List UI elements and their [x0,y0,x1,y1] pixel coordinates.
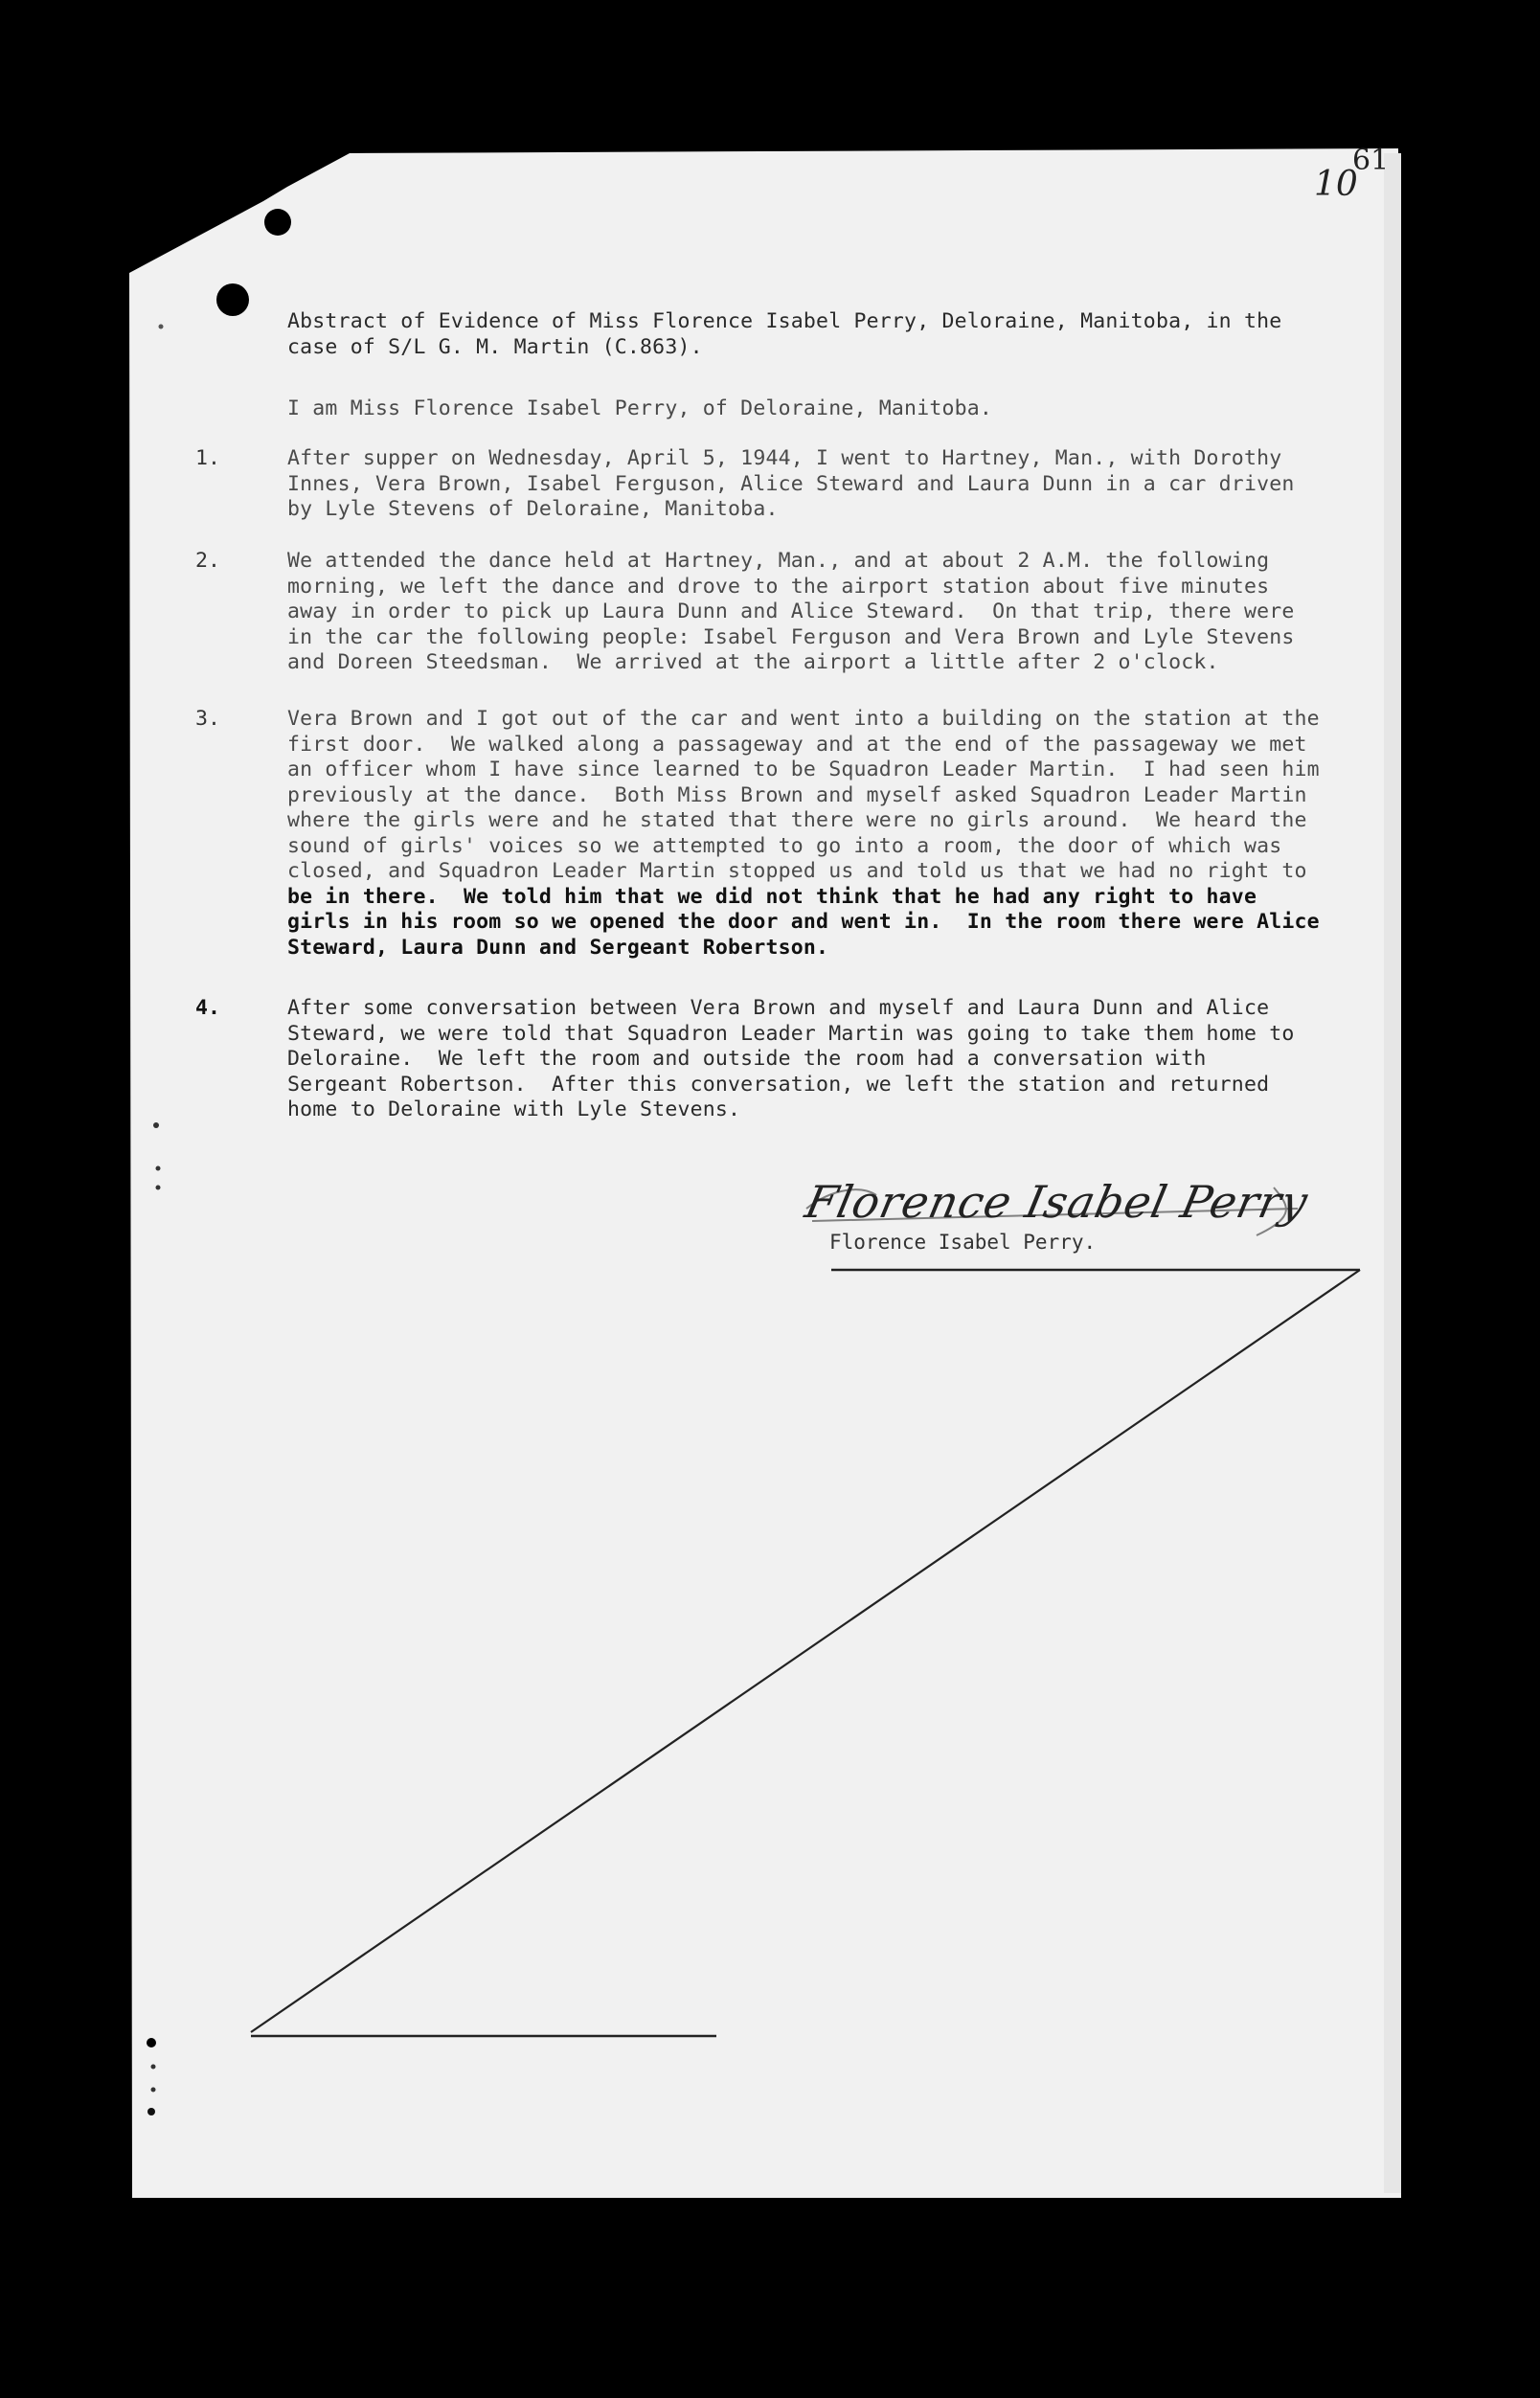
punch-hole [264,209,291,236]
document-title: Abstract of Evidence of Miss Florence Isabel Perry, Deloraine, Manitoba, in the case of S/L G. M. Martin (C.863). [287,309,1282,359]
handwritten-signature: Florence Isabel Perry [801,1176,1313,1228]
handwritten-page-number: 10 [1314,165,1358,204]
paragraph-3-regular: Vera Brown and I got out of the car and went into a building on the station at the first door. We walked along a passageway and at the end of the passageway we met an officer whom I have since learned to be Squadron Leader Martin. I had seen him previously at the dance. Both Miss Brown and myself asked Squadron Leader Martin where the girls were and he stated that there were no girls around. We heard the sound of girls' voices so we attempted to go into a room, the door of which was closed, and Squadron Leader Martin stopped us and told us that we had no right to [287,707,1320,883]
paragraph-number: 3. [195,707,220,731]
folio-number: 61 [1352,144,1390,177]
paragraph-4: After some conversation between Vera Brown and myself and Laura Dunn and Alice Steward, we were told that Squadron Leader Martin was going to take them home to Deloraine. We left the room and outside the room had a conversation with Sergeant Robertson. After this conversation, we left the station and returned home to Deloraine with Lyle Stevens. [287,996,1295,1121]
paragraph-number: 2. [195,549,220,573]
paragraph-3 [287,707,1389,961]
paragraph-3-bold: be in there. We told him that we did not think that he had any right to have girls in his room so we opened the door and went in. In the room there were Alice Steward, Laura Dunn and Sergeant Robertson. [287,884,1320,960]
punch-hole [216,283,249,316]
paragraph-1: After supper on Wednesday, April 5, 1944, I went to Hartney, Man., with Dorothy Innes, Vera Brown, Isabel Ferguson, Alice Steward and Laura Dunn in a car driven by Lyle Stevens of Deloraine, Manitoba. [287,446,1295,521]
paragraph-number: 1. [195,446,220,470]
paragraph-number: 4. [195,996,220,1020]
paragraph-2: We attended the dance held at Hartney, Man., and at about 2 A.M. the following morning, we left the dance and drove to the airport station about five minutes away in order to pick up Laura Dunn and Alice Steward. On that trip, there were in the car the following people: Isabel Ferguson and Vera Brown and Lyle Stevens and Doreen Steedsman. We arrived at the airport a little after 2 o'clock. [287,549,1295,674]
typed-signature: Florence Isabel Perry. [829,1231,1097,1254]
intro-statement: I am Miss Florence Isabel Perry, of Deloraine, Manitoba. [287,396,993,420]
